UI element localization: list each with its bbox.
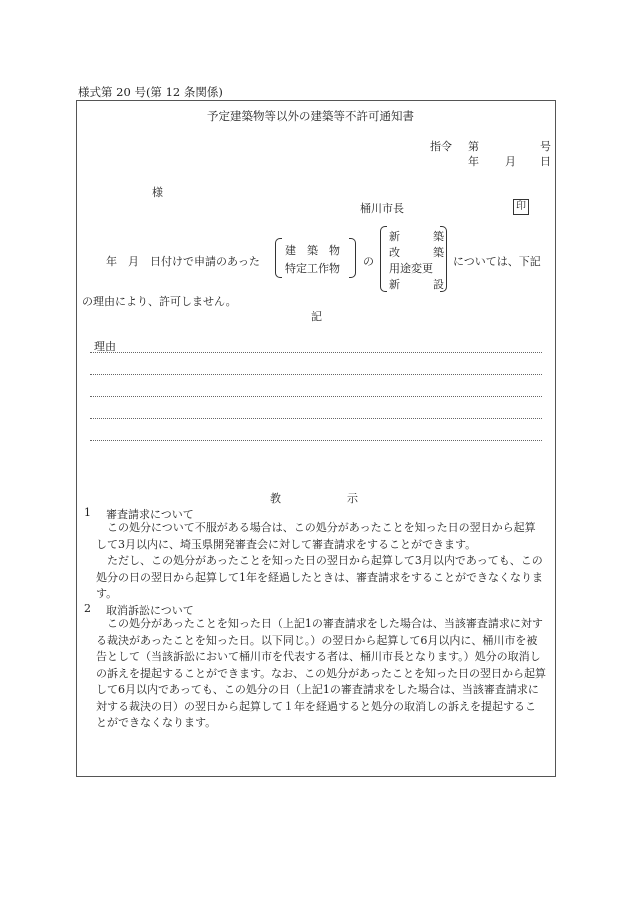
reason-sentence: の理由により、許可しません。 (82, 295, 237, 308)
addressee-suffix: 様 (152, 186, 163, 199)
reason-line-5 (90, 440, 542, 441)
section-1-paragraph-1: この処分について不服がある場合は、この処分があったことを知った日の翌日から起算して3月以内に、埼玉県開発審査会に対して審査請求をすることができます。 (96, 521, 536, 551)
form-number: 様式第 20 号(第 12 条関係) (78, 85, 223, 99)
seal-mark: 印 (513, 199, 529, 215)
reason-line-4 (90, 418, 542, 419)
section-2-number: 2 (84, 602, 91, 615)
reason-line-3 (90, 396, 542, 397)
group2-bracket-left (380, 226, 387, 292)
section-1-number: 1 (84, 506, 91, 519)
group2-item-new-install: 新 設 (389, 278, 444, 291)
date-year: 年 (468, 155, 479, 168)
group1-bracket-right (349, 238, 356, 278)
directive-go: 号 (540, 140, 551, 153)
section-1-paragraph-2: ただし、この処分があったことを知った日の翌日から起算して3月以内であっても、この処分の日の翌日から起算して1年を経過したときは、審査請求をすることができなくなります。 (96, 554, 543, 600)
request-intro: 年 月 日付けで申請のあった (106, 255, 260, 268)
section-2-heading: 取消訴訟について (106, 604, 194, 617)
reason-line-2 (90, 374, 542, 375)
date-day: 日 (540, 155, 551, 168)
section-2-paragraph-1: この処分があったことを知った日（上記1の審査請求をした場合は、当該審査請求に対する裁決があったことを知った日。以下同じ。）の翌日から起算して6月以内に、桶川市を被告として（当該訴訟において桶川市を代表する者は、桶川市長となります。）処分の取消しの訴えを提起することができます。なお、この処分があったことを知った日の翌日から起算して6月以内であっても、この処分の日（上記1の審査請求をした場合は、当該審査請求に対する裁決の日）の翌日から起算して１年を経過すると処分の取消しの訴えを提起することができなくなります。 (96, 617, 547, 729)
group2-item-use-change: 用途変更 (389, 262, 433, 275)
group1-item-specified-structure: 特定工作物 (285, 262, 340, 275)
ki-heading: 記 (311, 310, 322, 323)
notice-heading: 教 示 (270, 492, 358, 505)
date-month: 月 (505, 155, 516, 168)
group1-item-building: 建 築 物 (285, 244, 340, 257)
group2-item-rebuild: 改 築 (389, 246, 444, 259)
reason-line-1 (90, 352, 542, 353)
reason-label: 理由 (94, 340, 116, 353)
group2-bracket-right (440, 226, 447, 292)
request-outro: については、下記 (453, 255, 541, 268)
group1-bracket-left (275, 238, 282, 278)
directive-dai: 第 (468, 140, 479, 153)
document-title: 予定建築物等以外の建築等不許可通知書 (207, 109, 414, 123)
connector-no: の (363, 255, 374, 268)
issuer-name: 桶川市長 (360, 202, 404, 215)
group2-item-new-build: 新 築 (389, 230, 444, 243)
directive-label: 指令 (430, 140, 452, 153)
section-1-heading: 審査請求について (106, 508, 194, 521)
